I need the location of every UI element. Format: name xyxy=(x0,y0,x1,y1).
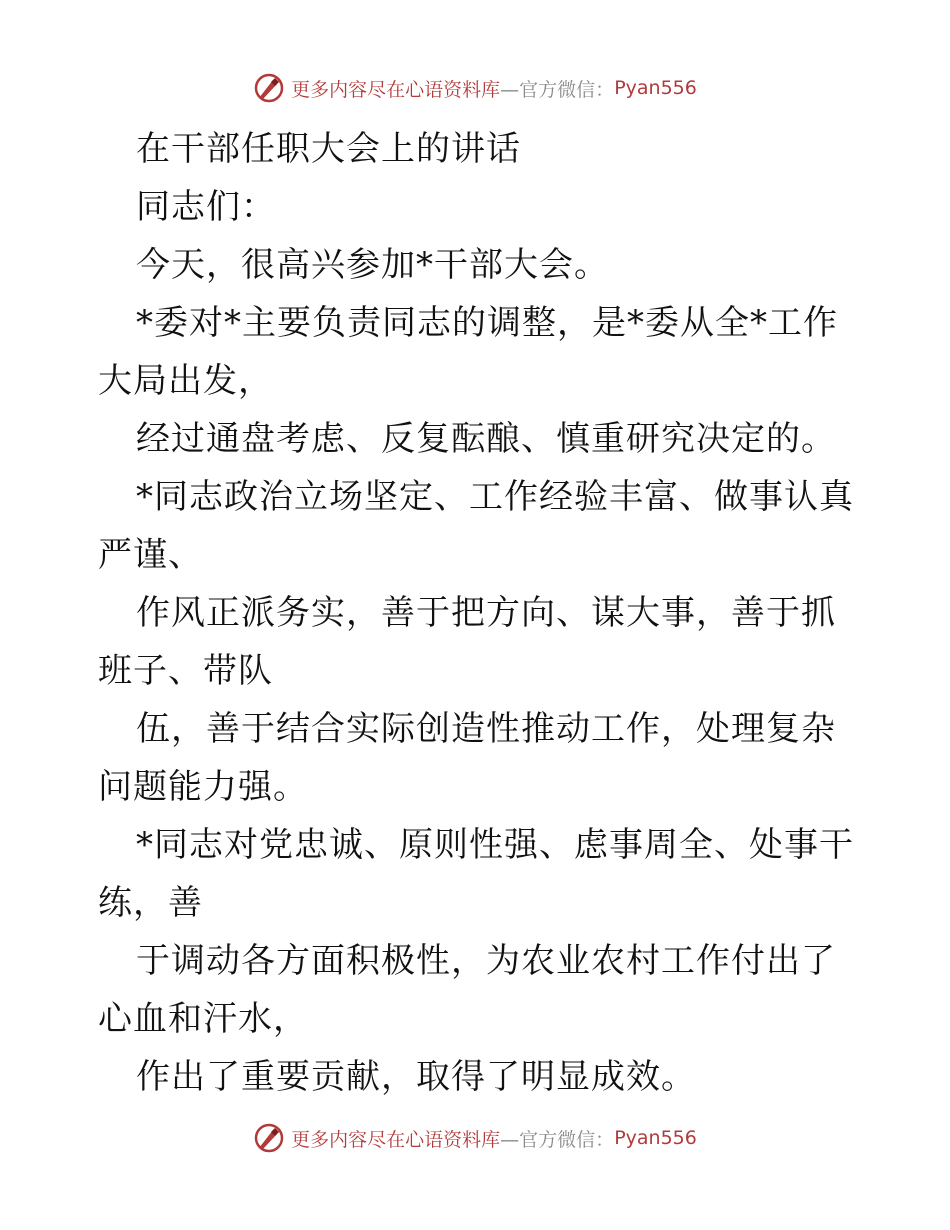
paragraph: *同志政治立场坚定、工作经验丰富、做事认真严谨、 xyxy=(98,477,854,575)
quill-logo-icon xyxy=(253,72,285,104)
footer-banner xyxy=(0,1122,950,1154)
header-banner xyxy=(0,72,950,104)
paragraph: *同志对党忠诚、原则性强、虑事周全、处事干练，善 xyxy=(98,825,854,923)
banner-suffix: —官方微信： xyxy=(500,1128,615,1151)
banner-suffix: —官方微信： xyxy=(500,78,615,101)
banner-text: 更多内容尽在心语资料库 xyxy=(291,1128,501,1151)
paragraph: 经过通盘考虑、反复酝酿、慎重研究决定的。 xyxy=(136,419,836,459)
banner-wechat-id: Pyan556 xyxy=(614,77,697,99)
banner-wechat-id: Pyan556 xyxy=(614,1127,697,1149)
document-body xyxy=(98,120,858,1106)
paragraph: *委对*主要负责同志的调整，是*委从全*工作大局出发， xyxy=(98,303,838,401)
banner-text: 更多内容尽在心语资料库 xyxy=(291,78,501,101)
paragraph: 作出了重要贡献，取得了明显成效。 xyxy=(136,1057,696,1097)
paragraph: 今天，很高兴参加*干部大会。 xyxy=(136,245,609,285)
paragraph: 伍，善于结合实际创造性推动工作，处理复杂问题能力强。 xyxy=(98,709,836,807)
salutation: 同志们： xyxy=(136,187,276,227)
quill-logo-icon xyxy=(253,1122,285,1154)
document-title: 在干部任职大会上的讲话 xyxy=(136,129,521,169)
paragraph: 于调动各方面积极性，为农业农村工作付出了心血和汗水， xyxy=(98,941,836,1039)
paragraph: 作风正派务实，善于把方向、谋大事，善于抓班子、带队 xyxy=(98,593,836,691)
